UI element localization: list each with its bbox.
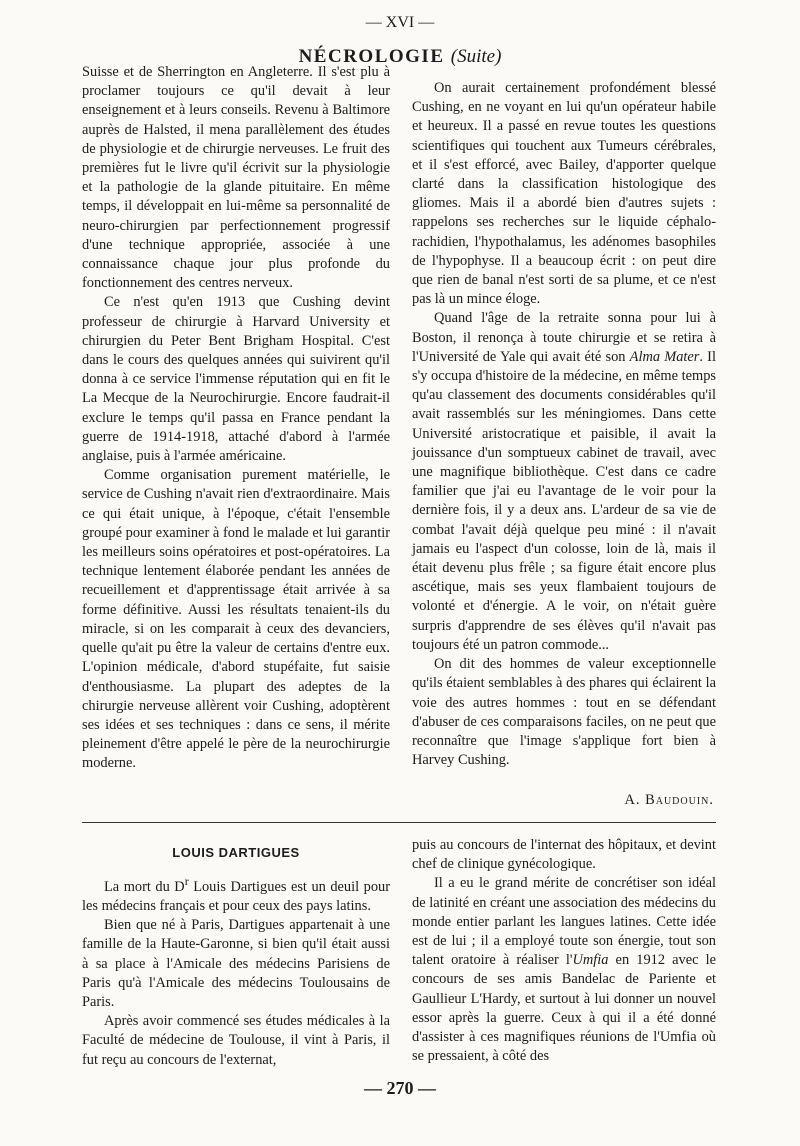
article1-right-paragraph xyxy=(412,309,716,655)
text-run: en 1912 avec le concours de ses amis Bandelac de Pariente et Gaullieur L'Hardy, et surtout à lui donner un nouvel essor après la guerre. Ceux à qui il a été donné d'assister à ces magnifiques réunions de l'Umfia où se pressaient, à côté des xyxy=(412,952,716,1065)
page-number: — 270 — xyxy=(364,1078,436,1098)
superscript-run: r xyxy=(184,874,189,888)
article1-right-paragraph: On aurait certainement profondément blessé Cushing, en ne voyant en lui qu'un opérateur habile et heureux. Il a passé en revue toutes les questions scientifiques qui touchent aux Tumeurs cérébrales, et il s'est efforcé, avec Bailey, d'apporter quelque clarté dans la classification histologique des gliomes. Mais il a abordé bien d'autres sujets : rappelons ses recherches sur le liquide céphalo-rachidien, l'hypothalamus, les adénomes basophiles de l'hypophyse. Il a beaucoup écrit : on peut dire que rien de banal n'est sorti de sa plume, et ce n'est pas là un mince éloge. xyxy=(412,80,716,308)
article2-heading: LOUIS DARTIGUES xyxy=(172,845,300,860)
article1-left-paragraph: Comme organisation purement matérielle, le service de Cushing n'avait rien d'extraordinaire. Mais ce qui était unique, à l'époque, c'était l'ensemble groupé pour examiner à fond le malade et lui garantir les meilleurs soins opératoires et post-opératoires. La technique lentement élaborée pendant les années de recueillement et d'apprentissage était arrivée à sa forme définitive. Aussi les résultats tenaient-ils du miracle, si on les comparait à ceux des devanciers, quelle qu'ait pu être la valeur de certains d'entre eux. L'opinion médicale, d'abord stupéfaite, fut saisie d'enthousiasme. La plupart des adeptes de la chirurgie nerveuse allèrent voir Cushing, adoptèrent ses idées et ses techniques : dans ce sens, il mérite pleinement d'être appelé le père de la neurochirurgie moderne. xyxy=(82,467,390,772)
article2-left-paragraph xyxy=(82,872,390,916)
italic-run: Umfia xyxy=(572,952,609,969)
article2-left-column xyxy=(82,872,390,1070)
article2-right-paragraph: puis au concours de l'internat des hôpitaux, et devint chef de clinique gynécologique. xyxy=(412,837,716,873)
text-run: Louis Dartigues est un deuil pour les médecins français et pour ceux des pays latins. xyxy=(82,878,391,914)
article2-left-paragraph: Après avoir commencé ses études médicales à la Faculté de médecine de Toulouse, il vint à Paris, il fut reçu au concours de l'externat, xyxy=(82,1013,390,1068)
section-title-text: NÉCROLOGIE xyxy=(298,46,445,67)
signature-initial: A. xyxy=(624,792,641,808)
article2-right-paragraph xyxy=(412,874,716,1066)
text-run: La mort du D xyxy=(104,878,185,895)
article2-left-paragraph: Bien que né à Paris, Dartigues appartenait à une famille de la Haute-Garonne, si bien qu'il était aussi à sa place à l'Amicale des médecins Parisiens de Paris qu'à l'Amicale des médecins Toulousains de Paris. xyxy=(82,917,390,1011)
roman-page-number: — XVI — xyxy=(365,14,435,31)
signature-name: Baudouin. xyxy=(645,792,714,808)
text-run: Il a eu le grand mérite de concrétiser son idéal de latinité en créant une association des médecins du monde entier parlant les langues latines. Cette idée est de lui ; il a employé toute son énergie, tout son talent oratoire à réaliser l' xyxy=(412,875,716,969)
article1-left-column xyxy=(82,63,390,774)
article1-right-paragraph: On dit des hommes de valeur exceptionnelle qu'ils étaient semblables à des phares qui éclairent la voie des autres hommes : tout en se défendant d'abuser de ces comparaisons faciles, on ne peut que reconnaître que l'image s'applique fort bien à Harvey Cushing. xyxy=(412,656,716,769)
text-run: Quand l'âge de la retraite sonna pour lui à Boston, il renonça à toute chirurgie et se retira à l'Université de Yale qui avait été son xyxy=(412,310,716,365)
italic-run: Alma Mater xyxy=(629,348,700,365)
author-signature xyxy=(625,792,714,809)
article2-right-column xyxy=(412,836,716,1066)
article1-right-column xyxy=(412,79,716,770)
text-run: . Il s'y occupa d'histoire de la médecine, en même temps qu'au classement des documents considérables qu'il avait rassemblés sur les méningiomes. Dans cette Université aristocratique et paisible, il avait la jouissance d'un somptueux cabinet de travail, avec une magnifique bibliothèque. C'est dans ce cadre familier que j'ai eu l'avantage de le voir pour la dernière fois, il y a deux ans. L'ardeur de sa vie de combat l'avait déjà quelque peu miné : il n'avait jamais eu l'aspect d'un colosse, loin de là, mais il était devenu plus frêle ; sa figure était encore plus ascétique, mais ses yeux flambaient toujours de volonté et d'énergie. A le voir, on n'était guère surpris d'apprendre de ses élèves qu'il n'avait pas toujours été un patron commode... xyxy=(412,348,716,653)
section-title-suffix: (Suite) xyxy=(450,46,502,67)
article1-left-paragraph: Ce n'est qu'en 1913 que Cushing devint professeur de chirurgie à Harvard University et chirurgien du Peter Bent Brigham Hospital. C'est dans le cours des quelques années qui suivirent qu'il donna à ce service l'immense réputation qui en fit le La Mecque de la Neurochirurgie. Encore faudrait-il exclure le temps qu'il passa en France pendant la guerre de 1914-1918, attaché d'abord à l'armée anglaise, puis à l'armée américaine. xyxy=(82,294,390,465)
article1-left-paragraph: Suisse et de Sherrington en Angleterre. Il s'est plu à proclamer toujours ce qu'il devait à leur enseignement et à leurs conseils. Revenu à Baltimore auprès de Halsted, il mena parallèlement des études de physiologie et de chirurgie nerveuses. Le fruit des premières fut le livre qu'il écrivit sur la physiologie et la pathologie de la glande pituitaire. En même temps, il développait en lui-même sa personnalité de neuro-chirurgien par perfectionnement progressif d'une technique appropriée, associée à une connaissance chaque jour plus profonde du fonctionnement des centres nerveux. xyxy=(82,64,390,292)
section-divider xyxy=(82,822,716,823)
